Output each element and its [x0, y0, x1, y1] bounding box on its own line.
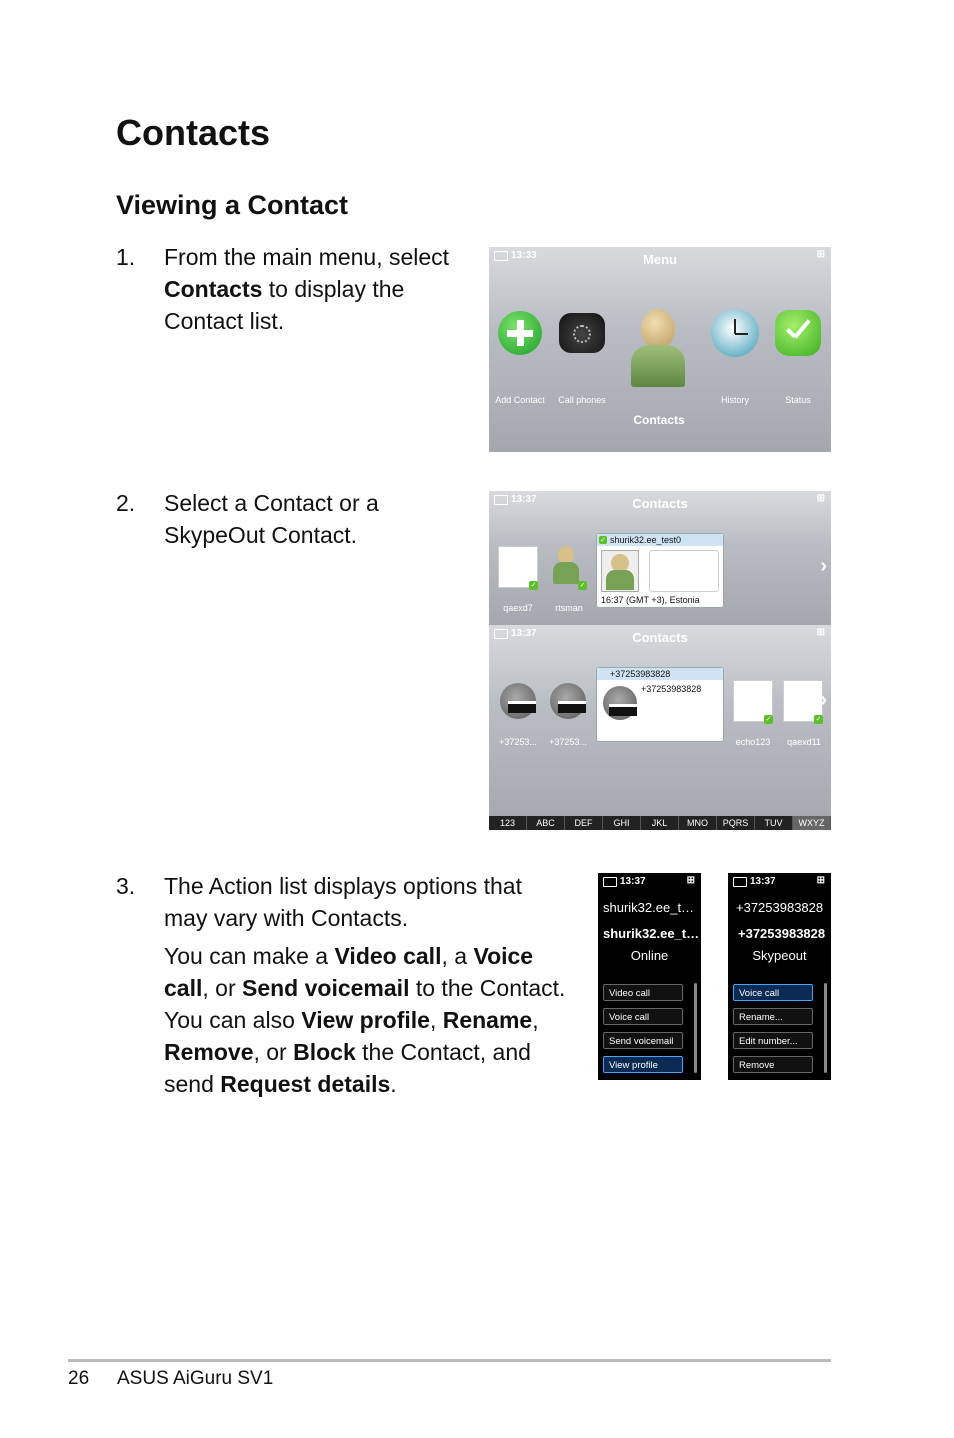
chevron-right-icon[interactable]: › [820, 689, 827, 711]
step-number: 2. [116, 490, 136, 516]
card-number: +37253983828 [641, 684, 702, 694]
scrollbar[interactable] [824, 983, 827, 1073]
phone-icon [559, 313, 605, 353]
step-1-text: From the main menu, select Contacts to display the Contact list. [164, 244, 450, 334]
voice-call-button[interactable]: Voice call [733, 984, 813, 1001]
history-icon [711, 309, 759, 357]
menu-item-status: Status [785, 395, 811, 405]
rename-button[interactable]: Rename... [733, 1008, 813, 1025]
contacts-title: Contacts [632, 496, 688, 511]
key-jkl[interactable]: JKL [641, 816, 679, 830]
contact-status: Online [630, 948, 669, 963]
menu-item-add-contact: Add Contact [495, 395, 545, 405]
key-123[interactable]: 123 [489, 816, 527, 830]
contact-label: rtsman [555, 603, 583, 613]
key-def[interactable]: DEF [565, 816, 603, 830]
video-call-button[interactable]: Video call [603, 984, 683, 1001]
key-mno[interactable]: MNO [679, 816, 717, 830]
contacts-title: Contacts [632, 630, 688, 645]
skypeout-icon [500, 683, 536, 719]
page-title: Contacts [116, 112, 271, 153]
key-pqrs[interactable]: PQRS [717, 816, 755, 830]
contact-label: +37253... [549, 737, 587, 747]
add-contact-icon [498, 311, 542, 355]
send-voicemail-button[interactable]: Send voicemail [603, 1032, 683, 1049]
online-icon: ✓ [765, 716, 772, 723]
contact-label: echo123 [735, 737, 771, 747]
step-3-detail: You can make a Video call, a Voice call, or Send voicemail to the Contact. You can also View profile, Rename, Remove, or Block the Contact, and send Request details. [164, 943, 566, 1097]
key-tuv[interactable]: TUV [755, 816, 793, 830]
menu-item-history: History [720, 395, 749, 405]
card-name: shurik32.ee_test0 [597, 534, 723, 546]
menu-item-call-phones: Call phones [558, 395, 606, 405]
contact-name: +37253983828 [736, 900, 824, 915]
contacts-screenshot-1: 13:37 ⊞ Contacts ✓ ✓ qaexd7 rtsman shurik32.ee_test0 ✓ 16:37 (GMT +3), Estonia › [489, 491, 831, 625]
key-ghi[interactable]: GHI [603, 816, 641, 830]
avatar [601, 550, 639, 592]
voice-call-button[interactable]: Voice call [603, 1008, 683, 1025]
menu-item-contacts: Contacts [633, 413, 685, 427]
view-profile-button[interactable]: View profile [603, 1056, 683, 1073]
online-icon: ✓ [600, 537, 606, 544]
footer-product: ASUS AiGuru SV1 [117, 1368, 274, 1389]
page-number: 26 [68, 1368, 90, 1389]
avatar [553, 546, 579, 586]
scrollbar[interactable] [694, 983, 697, 1073]
menu-title: Menu [643, 252, 677, 267]
contact-name: shurik32.ee_t… [603, 900, 695, 915]
skypeout-icon [550, 683, 586, 719]
chevron-right-icon[interactable]: › [820, 555, 827, 577]
info-panel [649, 550, 719, 592]
contacts-icon [629, 309, 687, 389]
action-list-screenshot-1: 13:37 ⊞ shurik32.ee_t… shurik32.ee_t… Online Video call Voice call Send voicemail View profile [598, 873, 701, 1080]
menu-screenshot: 13:33 ⊞ Menu Add Contact Call phones History Status Contacts [489, 247, 831, 452]
section-title: Viewing a Contact [116, 190, 349, 220]
footer-rule [68, 1359, 831, 1362]
contact-card [596, 667, 724, 742]
step-3-text: The Action list displays options that may vary with Contacts. [164, 873, 522, 931]
keypad-bar [489, 816, 831, 830]
key-abc[interactable]: ABC [527, 816, 565, 830]
card-name: +37253983828 [597, 668, 723, 680]
action-list-screenshot-2: 13:37 ⊞ +37253983828 +37253983828 Skypeout Voice call Rename... Edit number... Remove [728, 873, 831, 1080]
key-wxyz[interactable]: WXYZ [793, 816, 831, 830]
edit-number-button[interactable]: Edit number... [733, 1032, 813, 1049]
card-info: 16:37 (GMT +3), Estonia [601, 595, 700, 605]
contact-label: qaexd11 [787, 737, 821, 747]
online-icon: ✓ [815, 716, 822, 723]
contacts-screenshot-2: 13:37 ⊞ Contacts +37253... +37253... +37253983828 +37253983828 ✓ ✓ echo123 qaexd11 › 123 ABC DEF GHI JKL MNO PQRS TUV WXYZ [489, 625, 831, 830]
online-icon: ✓ [579, 582, 586, 589]
contact-card [596, 533, 724, 608]
remove-button[interactable]: Remove [733, 1056, 813, 1073]
contact-status: Skypeout [752, 948, 807, 963]
status-icon [775, 310, 821, 356]
contact-label: qaexd7 [503, 603, 533, 613]
skypeout-icon [601, 684, 639, 724]
step-2-text: Select a Contact or a SkypeOut Contact. [164, 490, 379, 548]
step-number: 3. [116, 873, 136, 899]
contact-name-bold: +37253983828 [738, 926, 826, 941]
contact-label: +37253... [499, 737, 537, 747]
contact-name-bold: shurik32.ee_t… [603, 926, 700, 941]
online-icon: ✓ [530, 582, 537, 589]
step-number: 1. [116, 244, 136, 270]
